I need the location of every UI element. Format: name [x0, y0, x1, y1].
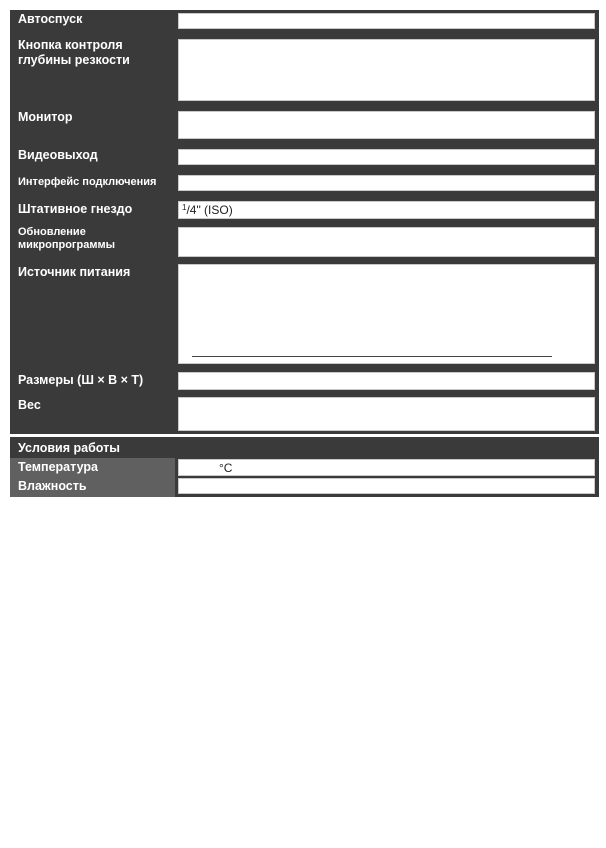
row-humidity	[10, 477, 599, 497]
label-power: Источник питания	[18, 265, 131, 279]
value-video-out	[178, 149, 595, 165]
row-monitor	[10, 108, 599, 142]
value-dimensions	[178, 372, 595, 390]
label-humidity: Влажность	[10, 477, 175, 497]
value-interface	[178, 175, 595, 191]
spec-table	[10, 10, 599, 497]
label-dof-preview: Кнопка контроля глубины резкости	[18, 38, 130, 67]
label-tripod: Штативное гнездо	[18, 202, 133, 216]
value-dof-preview	[178, 39, 595, 101]
underline	[192, 356, 552, 357]
value-weight	[178, 397, 595, 431]
label-self-timer: Автоспуск	[18, 12, 83, 26]
row-firmware	[10, 224, 599, 260]
row-dof-preview	[10, 36, 599, 104]
row-temperature	[10, 458, 599, 477]
value-self-timer	[178, 13, 595, 29]
row-weight	[10, 394, 599, 434]
row-tripod	[10, 198, 599, 222]
value-tripod	[178, 201, 595, 219]
label-weight: Вес	[18, 398, 41, 412]
row-interface	[10, 172, 599, 194]
operating-conditions-title: Условия работы	[10, 438, 599, 458]
row-video-out	[10, 146, 599, 168]
value-monitor	[178, 111, 595, 139]
row-self-timer	[10, 10, 599, 32]
tripod-value-sup: 1	[182, 203, 187, 212]
tripod-value: /4" (ISO)	[186, 203, 233, 217]
label-video-out: Видеовыход	[18, 148, 98, 162]
value-firmware	[178, 227, 595, 257]
label-monitor: Монитор	[18, 110, 73, 124]
label-interface: Интерфейс подключения	[18, 176, 157, 188]
label-temperature: Температура	[10, 458, 175, 477]
row-dimensions	[10, 369, 599, 393]
value-humidity	[178, 478, 595, 494]
label-dimensions: Размеры (Ш × В × Т)	[18, 373, 144, 387]
value-temperature: °C	[178, 459, 595, 476]
label-firmware: Обновление микропрограммы	[18, 226, 116, 251]
section-gap	[10, 434, 599, 437]
value-power	[178, 264, 595, 364]
row-power	[10, 261, 599, 367]
